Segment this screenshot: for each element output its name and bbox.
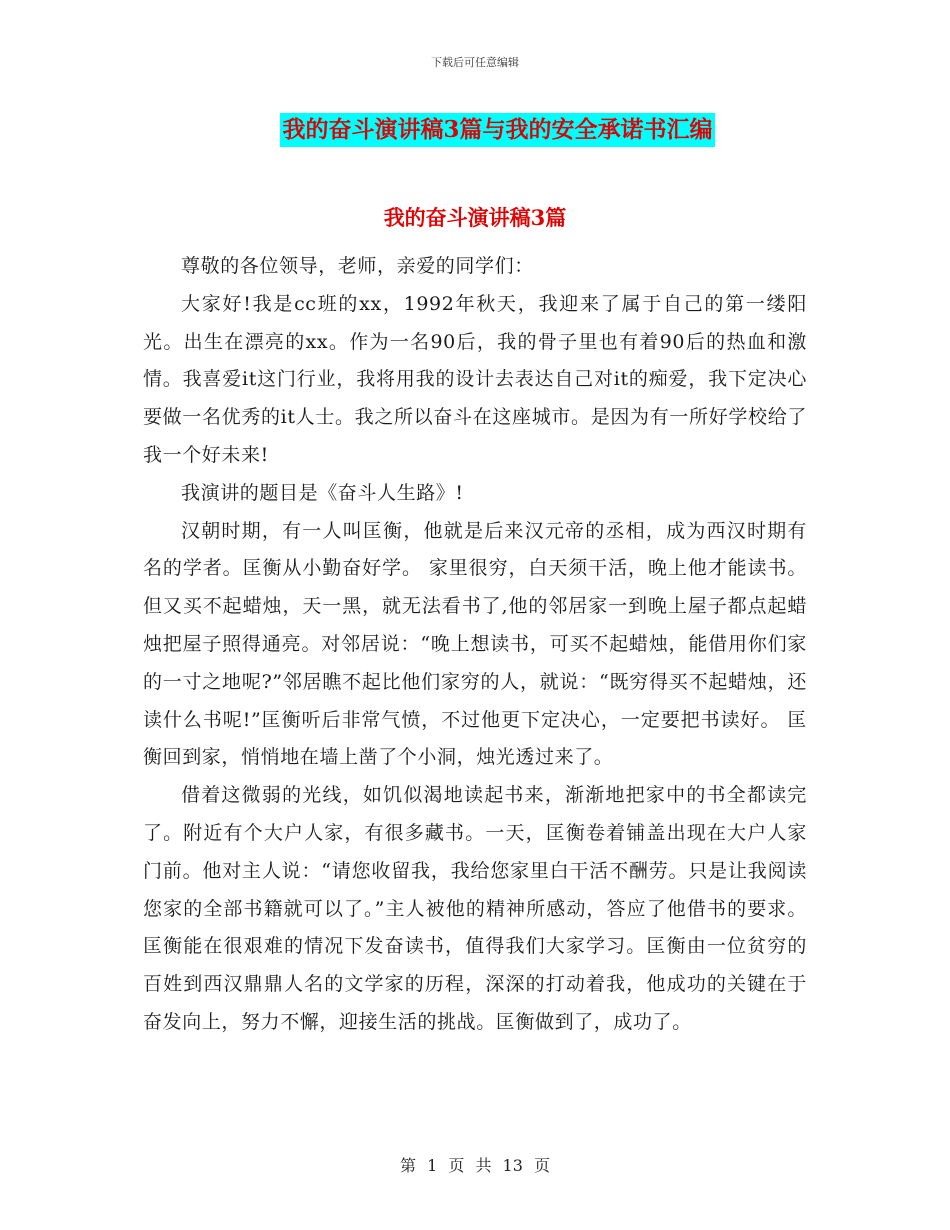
main-title-container [0,113,950,147]
paragraph-greeting: 尊敬的各位领导，老师，亲爱的同学们： [181,255,534,277]
paragraph-intro: 大家好!我是cc班的xx，1992年秋天，我迎来了属于自己的第一缕阳光。出生在漂亮的xx。作为一名90后，我的骨子里也有着90后的热血和激情。我喜爱it这门行业，我将用我的设计去表达自己对it的痴爱，我下定决心要做一名优秀的it人士。我之所以奋斗在这座城市。是因为有一所好学校给了我一个好未来! [143,292,807,466]
paragraph-story: 汉朝时期，有一人叫匡衡，他就是后来汉元帝的丞相，成为西汉时期有名的学者。匡衡从小勤奋好学。 家里很穷，白天须干活，晚上他才能读书。但又买不起蜡烛，天一黑，就无法看书了,他的邻居家一到晚上屋子都点起蜡烛把屋子照得通亮。对邻居说：“晚上想读书，可买不起蜡烛，能借用你们家的一寸之地呢?”邻居瞧不起比他们家穷的人，就说：“既穷得买不起蜡烛，还读什么书呢!”匡衡听后非常气愤，不过他更下定决心，一定要把书读好。 匡衡回到家，悄悄地在墙上凿了个小洞，烛光透过来了。 [143,519,807,769]
sub-title: 我的奋斗演讲稿3篇 [383,205,567,230]
page-footer: 第 1 页 共 13 页 [400,1156,550,1175]
paragraph-story-continued: 借着这微弱的光线，如饥似渴地读起书来，渐渐地把家中的书全都读完了。附近有个大户人家，有很多藏书。一天，匡衡卷着铺盖出现在大户人家门前。他对主人说：“请您收留我，我给您家里白干活不酬劳。只是让我阅读您家的全部书籍就可以了。”主人被他的精神所感动，答应了他借书的要求。匡衡能在很艰难的情况下发奋读书，值得我们大家学习。匡衡由一位贫穷的百姓到西汉鼎鼎人名的文学家的历程，深深的打动着我，他成功的关键在于奋发向上，努力不懈，迎接生活的挑战。匡衡做到了，成功了。 [143,784,807,1033]
document-body [143,248,807,1042]
paragraph-topic: 我演讲的题目是《奋斗人生路》! [181,481,464,504]
header-note: 下载后可任意编辑 [431,56,519,69]
main-title: 我的奋斗演讲稿3篇与我的安全承诺书汇编 [280,113,714,147]
